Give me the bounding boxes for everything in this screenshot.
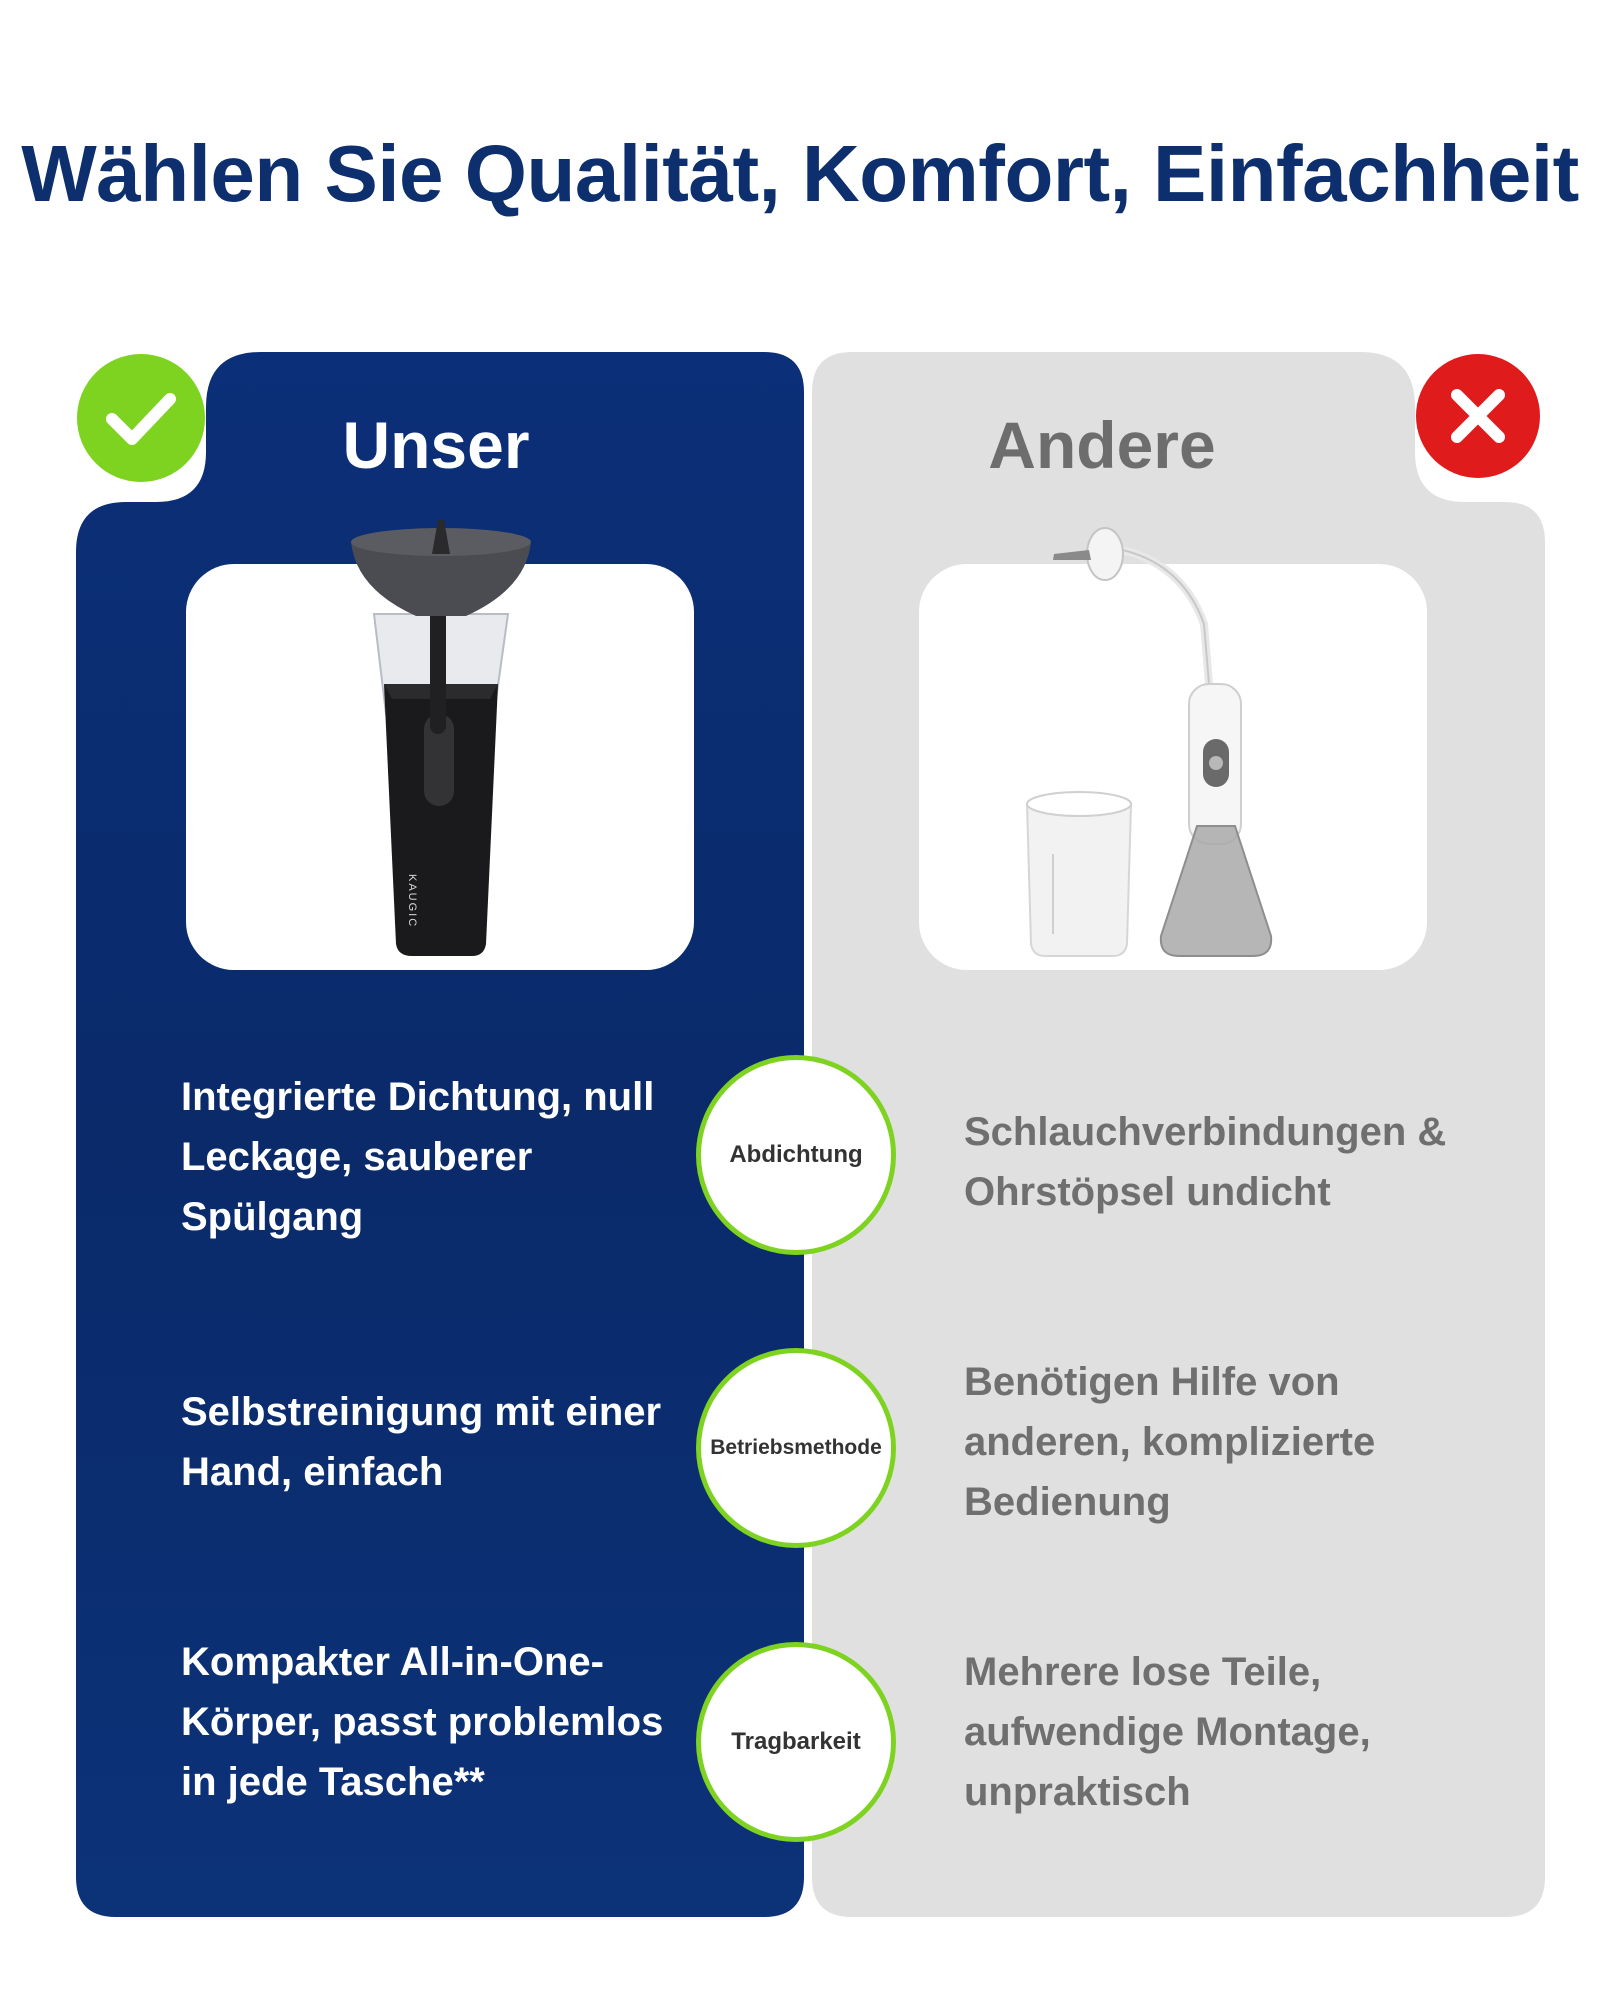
panel-andere	[812, 352, 1545, 1917]
panel-title-unser: Unser	[342, 408, 530, 482]
badge-betriebsmethode: Betriebsmethode	[696, 1348, 896, 1548]
feature-unser-operation: Selbstreinigung mit einer Hand, einfach	[181, 1390, 662, 1494]
competitor-device-illustration	[919, 564, 1427, 970]
kaugic-device-illustration	[186, 564, 694, 970]
feature-andere-portability: Mehrere lose Teile, aufwendige Montage, unpraktisch	[964, 1650, 1371, 1814]
product-image-unser	[186, 564, 694, 970]
badge-abdichtung: Abdichtung	[696, 1055, 896, 1255]
cross-icon	[1415, 353, 1541, 479]
product-brand-label: KAUGIC	[406, 874, 418, 929]
page-headline: Wählen Sie Qualität, Komfort, Einfachheit	[21, 129, 1579, 218]
check-icon	[76, 353, 206, 483]
feature-unser-sealing: Integrierte Dichtung, null Leckage, sauberer Spülgang	[181, 1075, 655, 1239]
badge-tragbarkeit: Tragbarkeit	[696, 1642, 896, 1842]
feature-unser-portability: Kompakter All-in-One-Körper, passt problemlos in jede Tasche**	[181, 1640, 664, 1804]
product-image-andere	[919, 564, 1427, 970]
panel-unser	[76, 352, 804, 1917]
feature-andere-sealing: Schlauchverbindungen & Ohrstöpsel undicht	[964, 1110, 1447, 1214]
panel-title-andere: Andere	[988, 408, 1216, 482]
feature-andere-operation: Benötigen Hilfe von anderen, komplizierte Bedienung	[964, 1360, 1376, 1524]
